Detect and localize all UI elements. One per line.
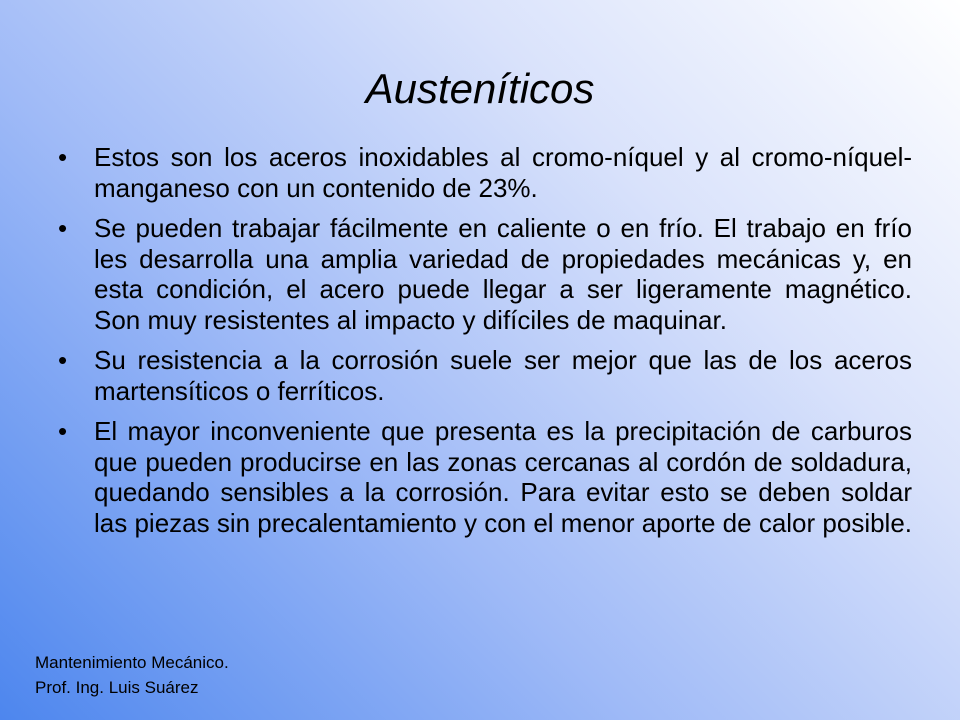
bullet-item xyxy=(52,213,912,335)
footer-course: Mantenimiento Mecánico. xyxy=(35,653,229,672)
bullet-item xyxy=(52,416,912,538)
bullet-icon: • xyxy=(58,142,68,172)
bullet-text: El mayor inconveniente que presenta es la precipitación de carburos que pueden producirse en las zonas cercanas al cordón de soldadura, quedando sensibles a la corrosión. Para evitar esto se deben soldar las piezas sin precalentamiento y con el menor aporte de calor posible. xyxy=(94,416,913,538)
bullet-icon: • xyxy=(58,213,68,243)
bullet-item xyxy=(52,345,912,406)
bullet-list xyxy=(52,142,912,548)
bullet-text: Se pueden trabajar fácilmente en caliente o en frío. El trabajo en frío les desarrolla una amplia variedad de propiedades mecánicas y, en esta condición, el acero puede llegar a ser ligeramente magnético. Son muy resistentes al impacto y difíciles de maquinar. xyxy=(94,213,912,335)
bullet-item xyxy=(52,142,912,203)
footer-author: Prof. Ing. Luis Suárez xyxy=(35,678,199,697)
footer xyxy=(35,650,229,700)
bullet-text: Su resistencia a la corrosión suele ser mejor que las de los aceros martensíticos o ferríticos. xyxy=(94,345,912,406)
bullet-icon: • xyxy=(58,345,68,375)
slide-title: Austeníticos xyxy=(365,65,595,112)
bullet-icon: • xyxy=(58,416,68,446)
bullet-text: Estos son los aceros inoxidables al cromo-níquel y al cromo-níquel-manganeso con un contenido de 23%. xyxy=(94,142,912,203)
